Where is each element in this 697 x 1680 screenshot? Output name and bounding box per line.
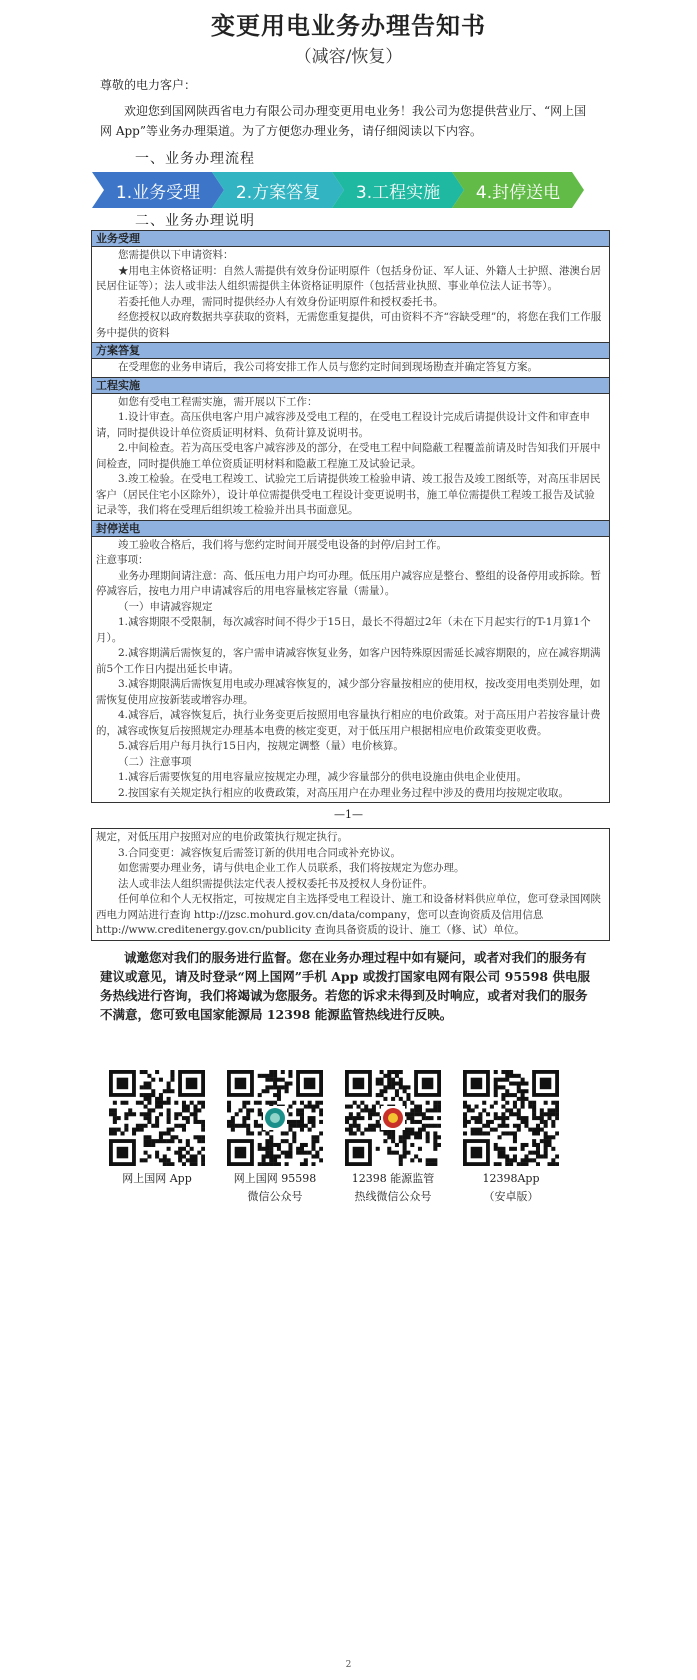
engineering-line: 3.竣工检验。在受电工程竣工、试验完工后请提供竣工检验申请、竣工报告及竣工图纸等，对高压非居民客户（居民住宅小区除外），设计单位需提供受电工程设计变更说明书，施工单位需提供工程竣工报告及试验记录等，我们将在受理后组织竣工检验并出具书面意见。 (96, 473, 601, 516)
seal-line: 4.减容后，减容恢复后，执行业务变更后按照用电容量执行相应的电价政策。对于高压用户若按容量计费的，减容或恢复后按照规定办理基本电费的核定变更，对于低压用户根据相应电价政策变更收费。 (96, 709, 601, 737)
continued-line: 规定，对低压用户按照对应的电价政策执行规定执行。 (96, 831, 348, 843)
header-seal: 封停送电 (92, 520, 609, 537)
qr-caption (341, 1170, 445, 1206)
step-3-label: 3.工程实施 (355, 182, 441, 203)
engineering-line: 2.中间检查。若为高压受电客户减容涉及的部分，在受电工程中间隐蔽工程覆盖前请及时告知我们开展中间检查，同时提供施工单位资质证明材料和隐蔽工程施工及试验记录。 (96, 442, 601, 470)
qr-caption-line1: 12398App (482, 1172, 540, 1185)
continued-line: 任何单位和个人无权指定，可按规定自主选择受电工程设计、施工和设备材料供应单位，您可登录国网陕西电力网站进行查询 http://jzsc.mohurd.gov.cn/data/company，您可以查询资质及信用信息 http://www.creditenergy.gov.cn/publicity 查询具备资质的设计、施工（修、试）单位。 (96, 893, 601, 936)
plan-line: 在受理您的业务申请后，我公司将安排工作人员与您约定时间到现场勘查并确定答复方案。 (118, 361, 538, 373)
qr-caption-line2: 微信公众号 (247, 1190, 303, 1203)
greeting: 尊敬的电力客户： (100, 78, 197, 92)
page-subtitle: （减容/恢复） (294, 47, 403, 67)
seal-line: 1.减容期限不受限制，每次减容时间不得少于15日，最长不得超过2年（未在下月起实行的T-1月算1个月）。 (96, 616, 591, 644)
engineering-content (92, 394, 609, 520)
qr-code-icon[interactable] (463, 1070, 559, 1166)
notes-table-continued (91, 828, 610, 941)
seal-line: 业务办理期间请注意：高、低压电力用户均可办理。低压用户减容应是整台、整组的设备停用或拆除。暂停减容后，按电力用户申请减容后的用电容量核定容量（需量）。 (96, 569, 601, 597)
qr-block-wechat-95598 (223, 1070, 327, 1206)
page-title: 变更用电业务办理告知书 (211, 11, 486, 40)
qr-block-wechat-12398 (341, 1070, 445, 1206)
seal-line: 5.减容后用户每月执行15日内，按规定调整（量）电价核算。 (118, 740, 404, 752)
qr-caption-line1: 网上国网 95598 (233, 1172, 317, 1185)
qr-code-row (105, 1070, 605, 1203)
seal-line: 竣工验收合格后，我们将与您约定时间开展受电设备的封停/启封工作。 (118, 538, 448, 551)
seal-line: 1.减容后需要恢复的用电容量应按规定办理，减少容量部分的供电设施由供电企业使用。 (118, 771, 528, 783)
seal-line: 注意事项： (96, 554, 149, 566)
process-steps (92, 172, 602, 208)
qr-caption (459, 1170, 563, 1206)
header-plan: 方案答复 (92, 342, 609, 359)
footer-page-number: 2 (345, 1660, 352, 1670)
continued-content (92, 829, 609, 940)
step-2 (212, 172, 344, 208)
qr-caption-line1: 12398 能源监管 (351, 1172, 435, 1185)
acceptance-line: 经您授权以政府数据共享获取的资料，无需您重复提供，可由资料不齐“容缺受理”的，将您在我们工作服务中提供的资料 (96, 311, 602, 339)
qr-code-icon[interactable] (345, 1070, 441, 1166)
engineering-line: 如您有受电工程需实施，需开展以下工作： (118, 395, 318, 408)
qr-caption-line2: 热线微信公众号 (354, 1190, 432, 1203)
qr-block-12398-app (459, 1070, 563, 1206)
step-3 (332, 172, 464, 208)
qr-block-app (105, 1070, 209, 1188)
qr-caption-line2: （安卓版） (483, 1190, 539, 1203)
seal-line: （二）注意事项 (118, 755, 192, 768)
step-4 (452, 172, 584, 208)
engineering-line: 1.设计审查。高压供电客户用户减容涉及受电工程的，在受电工程设计完成后请提供设计文件和审查申请，同时提供设计单位资质证明材料、负荷计算及说明书。 (96, 411, 591, 439)
page-number: —1— (334, 808, 363, 821)
seal-line: （一）申请减容规定 (118, 600, 213, 613)
continued-line: 法人或非法人组织需提供法定代表人授权委托书及授权人身份证件。 (118, 877, 433, 890)
header-acceptance: 业务受理 (92, 231, 609, 247)
qr-code-icon[interactable] (227, 1070, 323, 1166)
qr-code-icon[interactable] (109, 1070, 205, 1166)
continued-line: 3.合同变更：减容恢复后需签订新的供用电合同或补充协议。 (118, 846, 402, 859)
qr-caption: 网上国网 App (122, 1172, 192, 1185)
seal-line: 2.减容期满后需恢复的，客户需申请减容恢复业务，如客户因特殊原因需延长减容期限的，应在减容期满前5个工作日内提出延长申请。 (96, 647, 601, 675)
header-engineering: 工程实施 (92, 377, 609, 394)
seal-line: 3.减容期限满后需恢复用电或办理减容恢复的，减少部分容量按相应的使用权，按改变用电类别处理，如需恢复使用应按新装或增容办理。 (96, 678, 601, 706)
notes-table (91, 230, 610, 803)
continued-line: 如您需要办理业务，请与供电企业工作人员联系，我们将按规定为您办理。 (118, 862, 465, 874)
seal-line: 2.按国家有关规定执行相应的收费政策，对高压用户在办理业务过程中涉及的费用均按规定收取。 (118, 786, 570, 799)
acceptance-line: 您需提供以下申请资料： (118, 249, 234, 261)
acceptance-line: ★用电主体资格证明：自然人需提供有效身份证明原件（包括身份证、军人证、外籍人士护照、港澳台居民居住证等）；法人或非法人组织需提供主体资格证明原件（包括营业执照、事业单位法人证书等）。 (96, 264, 601, 292)
section-heading-process: 一、业务办理流程 (135, 151, 255, 167)
step-1-label: 1.业务受理 (115, 182, 201, 203)
seal-content (92, 537, 609, 803)
acceptance-line: 若委托他人办理，需同时提供经办人有效身份证明原件和授权委托书。 (118, 295, 444, 308)
qr-caption (223, 1170, 327, 1206)
acceptance-content (92, 247, 609, 342)
step-4-label: 4.封停送电 (475, 182, 561, 203)
contact-paragraph: 诚邀您对我们的服务进行监督。您在业务办理过程中如有疑问，或者对我们的服务有建议或意见，请及时登录“网上国网”手机 App 或拨打国家电网有限公司 95598 供电服务热线进行咨询，我们将竭诚为您服务。若您的诉求未得到及时响应，或者对我们的服务不满意，您可致电国家能源局 12398 能源监管热线进行反映。 (100, 950, 590, 1022)
intro-paragraph: 欢迎您到国网陕西省电力有限公司办理变更用电业务！我公司为您提供营业厅、“网上国网 App”等业务办理渠道。为了方便您办理业务，请仔细阅读以下内容。 (100, 104, 587, 138)
step-1 (92, 172, 224, 208)
section-heading-notes: 二、业务办理说明 (135, 213, 255, 229)
step-2-label: 2.方案答复 (235, 182, 321, 203)
plan-content (92, 359, 609, 377)
